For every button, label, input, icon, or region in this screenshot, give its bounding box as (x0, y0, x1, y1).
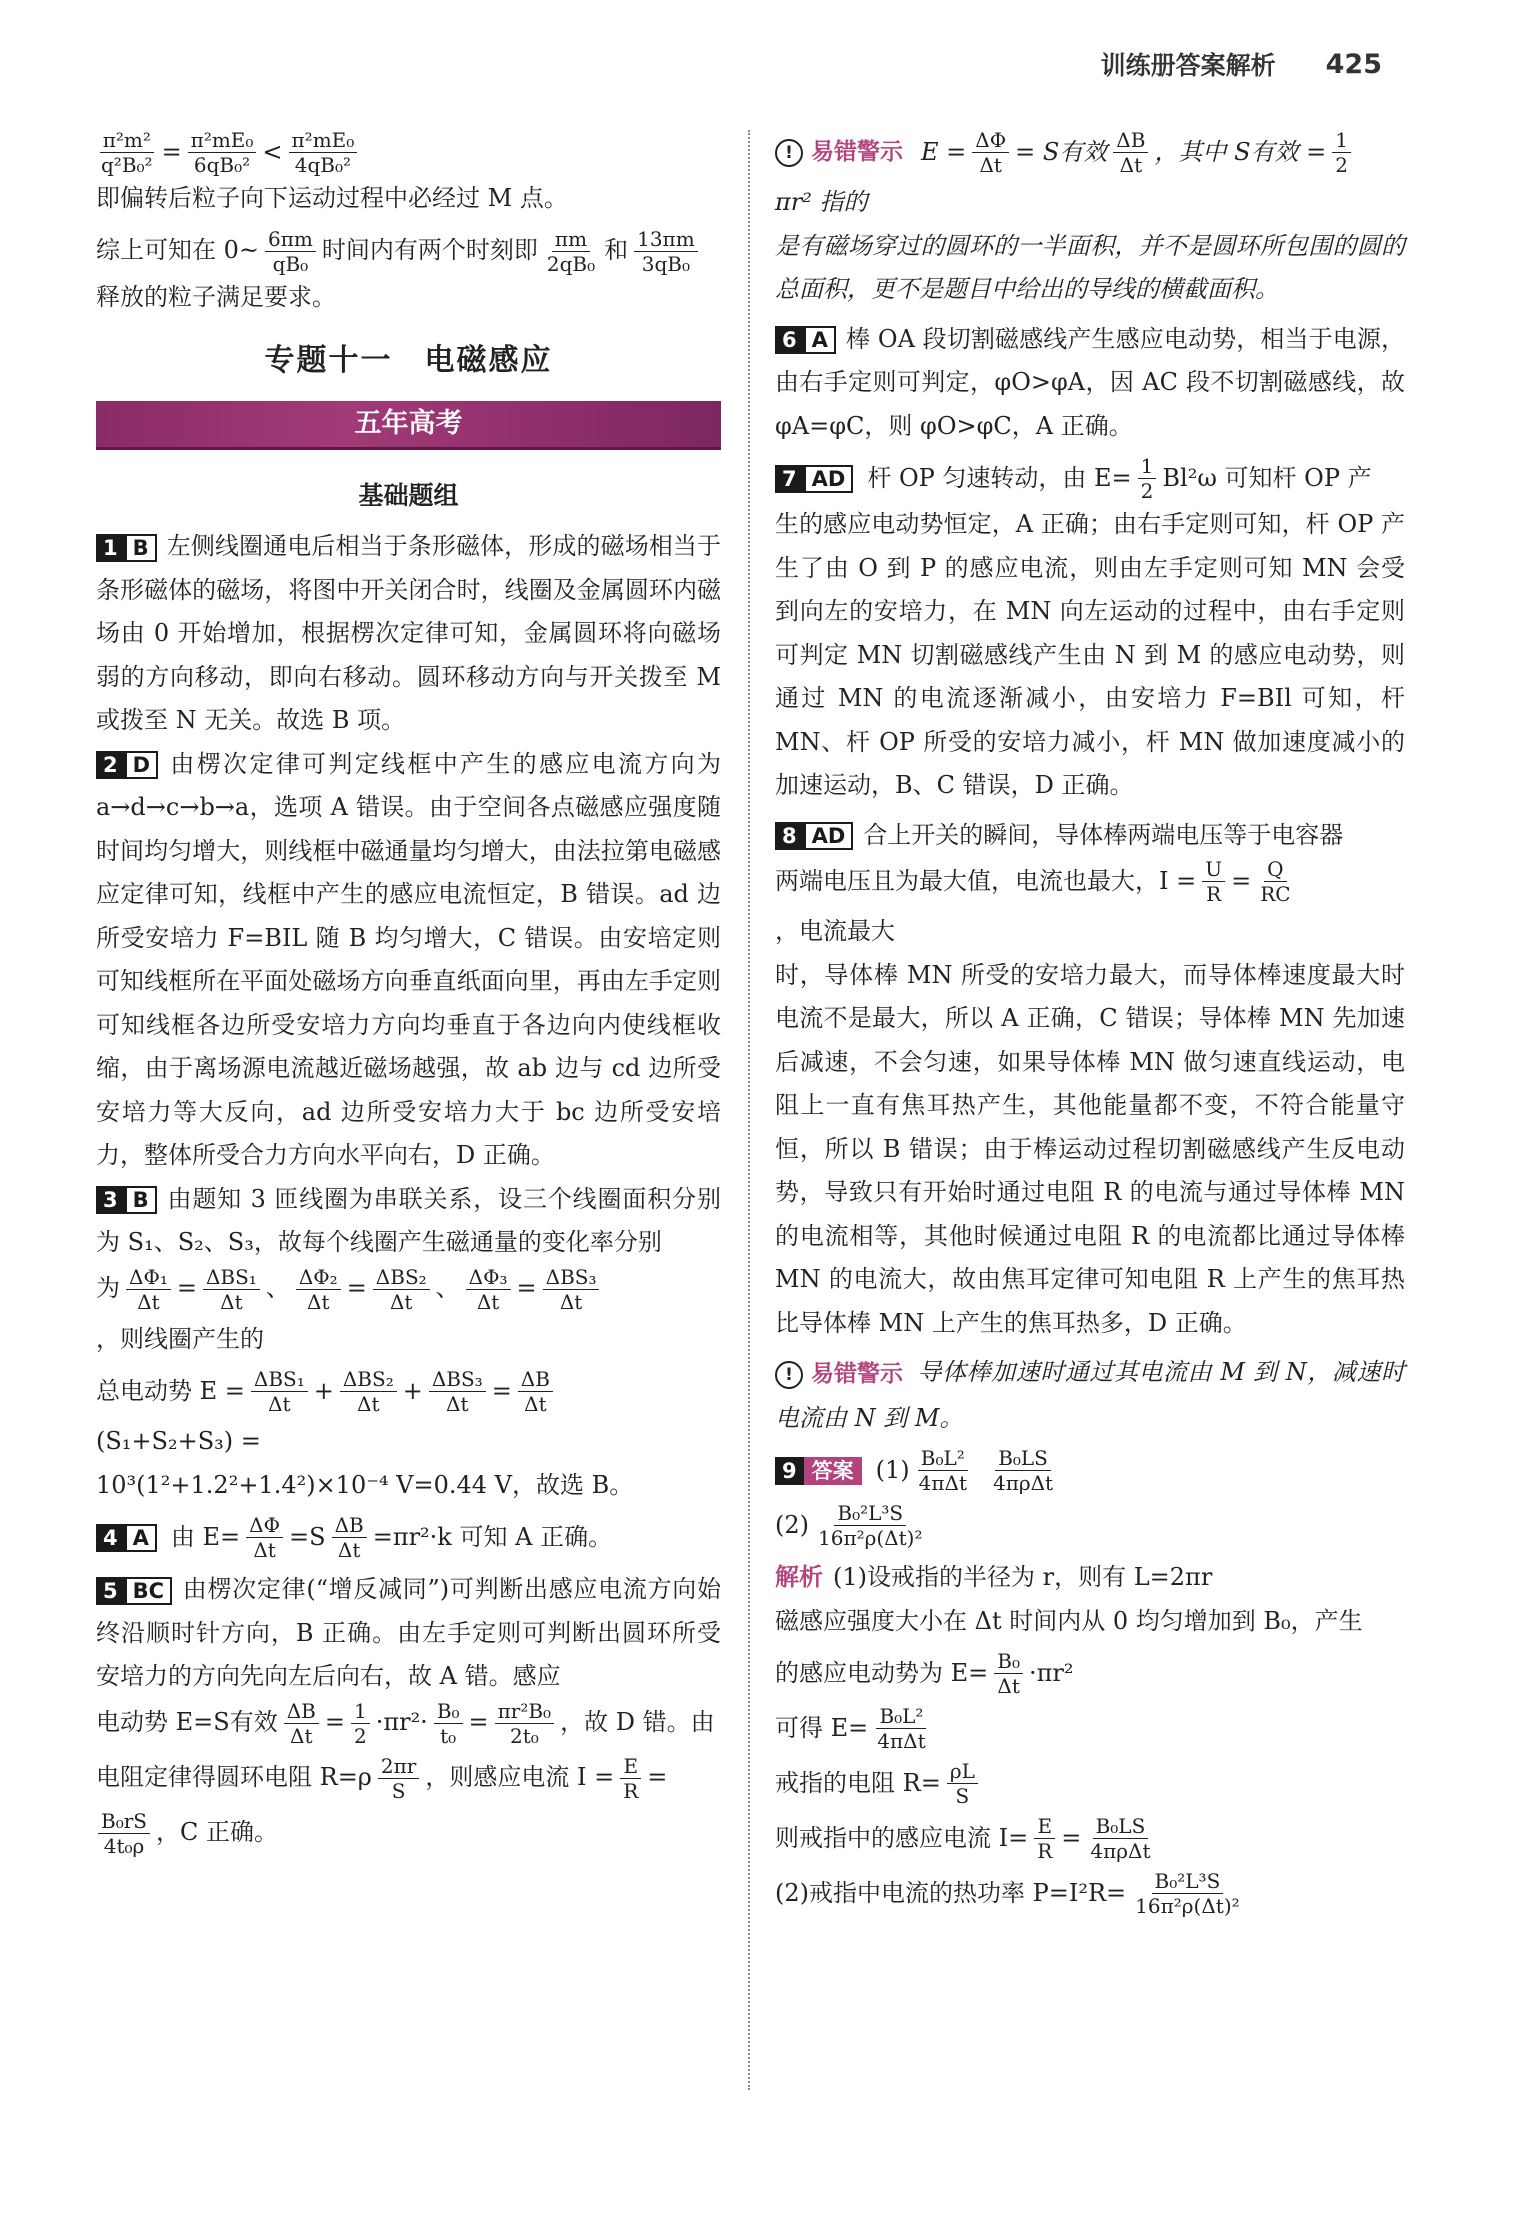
question-9: 9 答案 (1) $\frac{\text{B₀L²}}{\text{4πΔt}}$ $\frac{\text{B₀LS}}{\text{4πρΔt}}$ (775, 1446, 1405, 1495)
exclamation-icon: ! (775, 1361, 803, 1389)
answer-tag: 5 BC (96, 1577, 172, 1605)
q9-analysis-2: 磁感应强度大小在 Δt 时间内从 0 均匀增加到 B₀，产生 (775, 1606, 1363, 1635)
question-7: 7 AD 杆 OP 匀速转动，由 E= $\frac{1}{2}$ Bl²ω 可知杆 OP 产 (775, 454, 1405, 503)
warning-box-1: ! 易错警示 E = $\frac{\Delta\Phi}{\Delta t}$ = S有效 $\frac{\Delta B}{\Delta t}$ ，其中 S有效 = $\frac{1}{2}$ πr² 指的 (775, 128, 1405, 225)
q5-final: $\frac{\text{B₀rS}}{\text{4t₀ρ}}$ ，C 正确。 (96, 1809, 721, 1858)
q9-p: (2)戒指中电流的热功率 P=I²R= $\frac{\text{B₀²L³S}}{\text{16π²ρ(Δt)²}}$ (775, 1869, 1240, 1919)
q9-e: 可得 E= $\frac{\text{B₀L²}}{\text{4πΔt}}$ (775, 1704, 926, 1754)
analysis-label: 解析 (775, 1563, 823, 1592)
top-formula: $\frac{\text{π²m²}}{\text{q²B₀²}}$ = $\frac{\text{π²mE₀}}{\text{6qB₀²}}$ < $\frac{\text{π²mE₀}}{\text{4qB₀²}}$ (96, 128, 721, 177)
q9-r: 戒指的电阻 R= $\frac{\rho L}{S}$ (775, 1759, 1405, 1808)
fraction: $\frac{\pi m}{\text{2qB₀}}$ (546, 226, 596, 276)
section-banner: 五年高考 (96, 401, 721, 450)
exclamation-icon: ! (775, 139, 803, 167)
warning-label: ! 易错警示 (775, 1353, 903, 1397)
q5-resistance: 电阻定律得圆环电阻 R=ρ $\frac{2\pi r}{S}$ ，则感应电流 I = $\frac{E}{R}$ = (96, 1753, 668, 1803)
question-4: 4 A 由 E= $\frac{\Delta\Phi}{\Delta t}$ =S $\frac{\Delta B}{\Delta t}$ =πr²·k 可知 A 正确。 (96, 1513, 721, 1562)
question-6: 6 A 棒 OA 段切割磁感线产生感应电动势，相当于电源，由右手定则可判定，φO>φA，因 AC 段不切割磁感线，故 φA=φC，则 φO>φC，A 正确。 (775, 324, 1405, 440)
q9-analysis: 解析 (1)设戒指的半径为 r，则有 L=2πr (775, 1563, 1213, 1592)
answer-tag: 7 AD (775, 465, 853, 493)
answer-tag: 9 答案 (775, 1457, 862, 1485)
fraction: $\frac{13\pi m}{\text{3qB₀}}$ (634, 227, 698, 276)
answer-tag: 1 B (96, 534, 157, 562)
right-column (775, 128, 1405, 1918)
left-column (96, 128, 721, 1858)
question-2: 2 D 由楞次定律可判定线框中产生的感应电流方向为 a→d→c→b→a，选项 A 错误。由于空间各点磁感应强度随时间均匀增大，则线框中磁通量均匀增大，由法拉第电磁感应定律可知，线框中产生的感应电流恒定，B 错误。ad 边所受安培力 F=BIL 随 B 均匀增大，C 错误。由安培定则可知线框所在平面处磁场方向垂直纸面向里，再由左手定则可知线框各边所受安培力方向均垂直于各边向内使线框收缩，由于离场源电流越近磁场越强，故 ab 边与 cd 边所受安培力等大反向，ad 边所受安培力大于 bc 边所受安培力，整体所受合力方向水平向右，D 正确。 (96, 749, 721, 1169)
paragraph-m-point: 即偏转后粒子向下运动过程中必经过 M 点。 (96, 184, 568, 212)
fraction: $\frac{\text{π²m²}}{\text{q²B₀²}}$ (101, 128, 153, 177)
question-5: 5 BC 由楞次定律(“增反减同”)可判断出感应电流方向始终沿顺时针方向，B 正确。由左手定则可判断出圆环所受安培力的方向先向左后向右，故 A 错。感应 (96, 1575, 721, 1690)
fraction: $\frac{\text{π²mE₀}}{\text{4qB₀²}}$ (289, 128, 358, 177)
header-title: 训练册答案解析 (1100, 51, 1276, 80)
answer-tag: 8 AD (775, 822, 853, 850)
warning-1-text: 是有磁场穿过的圆环的一半面积，并不是圆环所包围的圆的总面积，更不是题目中给出的导线的横截面积。 (775, 231, 1405, 303)
answer-tag: 4 A (96, 1524, 157, 1552)
question-8: 8 AD 合上开关的瞬间，导体棒两端电压等于电容器 (775, 814, 1405, 858)
question-1: 1 B 左侧线圈通电后相当于条形磁体，形成的磁场相当于条形磁体的磁场，将图中开关闭合时，线圈及金属圆环内磁场由 0 开始增加，根据楞次定律可知，金属圆环将向磁场弱的方向移动，即向右移动。圆环移动方向与开关拨至 M 或拨至 N 无关。故选 B 项。 (96, 532, 721, 734)
summary-line: 综上可知在 0~ $\frac{6\pi m}{\text{qB₀}}$ 时间内有两个时刻即 $\frac{\pi m}{\text{2qB₀}}$ 和 $\frac{13\pi m}{\text{3qB₀}}$ (96, 227, 721, 276)
page-number: 425 (1325, 48, 1382, 80)
summary-end: 释放的粒子满足要求。 (96, 282, 336, 311)
warning-box-2: ! 易错警示 导体棒加速时通过其电流由 M 到 N，减速时电流由 N 到 M。 (775, 1351, 1405, 1440)
page-header (1101, 46, 1382, 82)
q9-answer-2: (2) $\frac{\text{B₀²L³S}}{\text{16π²ρ(Δt)²}}$ (775, 1501, 923, 1551)
column-divider (748, 130, 750, 2090)
question-3: 3 B 由题知 3 匝线圈为串联关系，设三个线圈面积分别为 S₁、S₂、S₃，故每个线圈产生磁通量的变化率分别 (96, 1184, 721, 1256)
q9-i: 则戒指中的感应电流 I= $\frac{E}{R}$ = $\frac{\text{B₀LS}}{\text{4πρΔt}}$ (775, 1814, 1151, 1864)
q3-emf: 总电动势 E = $\frac{\text{ΔBS₁}}{\Delta t}$ + $\frac{\text{ΔBS₂}}{\Delta t}$ + $\frac{\text{ΔBS₃}}{\Delta t}$ = $\frac{\Delta B}{\Delta t}$ (S₁+S₂+S₃) = (96, 1367, 721, 1464)
answer-tag: 6 A (775, 326, 836, 354)
warning-label: ! 易错警示 (775, 131, 903, 175)
q3-result: 10³(1²+1.2²+1.4²)×10⁻⁴ V=0.44 V，故选 B。 (96, 1470, 634, 1499)
q3-rates: 为 $\frac{\text{ΔΦ₁}}{\Delta t}$ = $\frac{\text{ΔBS₁}}{\Delta t}$ 、 $\frac{\text{ΔΦ₂}}{\Delta t}$ = $\frac{\text{ΔBS₂}}{\Delta t}$ 、 $\frac{\text{ΔΦ₃}}{\Delta t}$ = $\frac{\text{ΔBS₃}}{\Delta t}$ ，则线圈产生的 (96, 1265, 721, 1362)
q9-emf: 的感应电动势为 E= $\frac{\text{B₀}}{\Delta t}$ ·πr² (775, 1649, 1074, 1699)
answer-tag: 2 D (96, 751, 158, 779)
q8-current: 两端电压且为最大值，电流也最大，I = $\frac{U}{R}$ = $\frac{Q}{RC}$ ，电流最大 (775, 857, 1291, 945)
q5-emf: 电动势 E=S有效 $\frac{\Delta B}{\Delta t}$ = $\frac{1}{2}$ ·πr²· $\frac{\text{B₀}}{\text{t₀}}$ = $\frac{\text{πr²B₀}}{\text{2t₀}}$ ，故 D 错。由 (96, 1698, 715, 1748)
answer-tag: 3 B (96, 1186, 157, 1214)
subsection-heading: 基础题组 (358, 480, 459, 510)
fraction: $\frac{\text{π²mE₀}}{\text{6qB₀²}}$ (188, 128, 257, 177)
question-7-text: 生的感应电动势恒定，A 正确；由右手定则可知，杆 OP 产生了由 O 到 P 的感应电流，则由左手定则可知 MN 会受到向左的安培力，在 MN 向左运动的过程中，由右手定则可判定 MN 切割磁感线产生由 N 到 M 的感应电动势，则通过 MN 的电流逐渐减小，由安培力 F=BIl 可知，杆 MN、杆 OP 所受的安培力减小，杆 MN 做加速度减小的加速运动，B、C 错误，D 正确。 (775, 510, 1405, 799)
question-8-text: 时，导体棒 MN 所受的安培力最大，而导体棒速度最大时电流不是最大，所以 A 正确，C 错误；导体棒 MN 先加速后减速，不会匀速，如果导体棒 MN 做匀速直线运动，电阻上一直有焦耳热产生，其他能量都不变，不符合能量守恒，所以 B 错误；由于棒运动过程切割磁感线产生反电动势，导致只有开始时通过电阻 R 的电流与通过导体棒 MN 的电流相等，其他时候通过电阻 R 的电流都比通过导体棒 MN 的电流大，故由焦耳定律可知电阻 R 上产生的焦耳热比导体棒 MN 上产生的焦耳热多，D 正确。 (775, 960, 1405, 1337)
topic-title: 专题十一 电磁感应 (264, 343, 553, 378)
fraction: $\frac{6\pi m}{\text{qB₀}}$ (265, 227, 316, 276)
